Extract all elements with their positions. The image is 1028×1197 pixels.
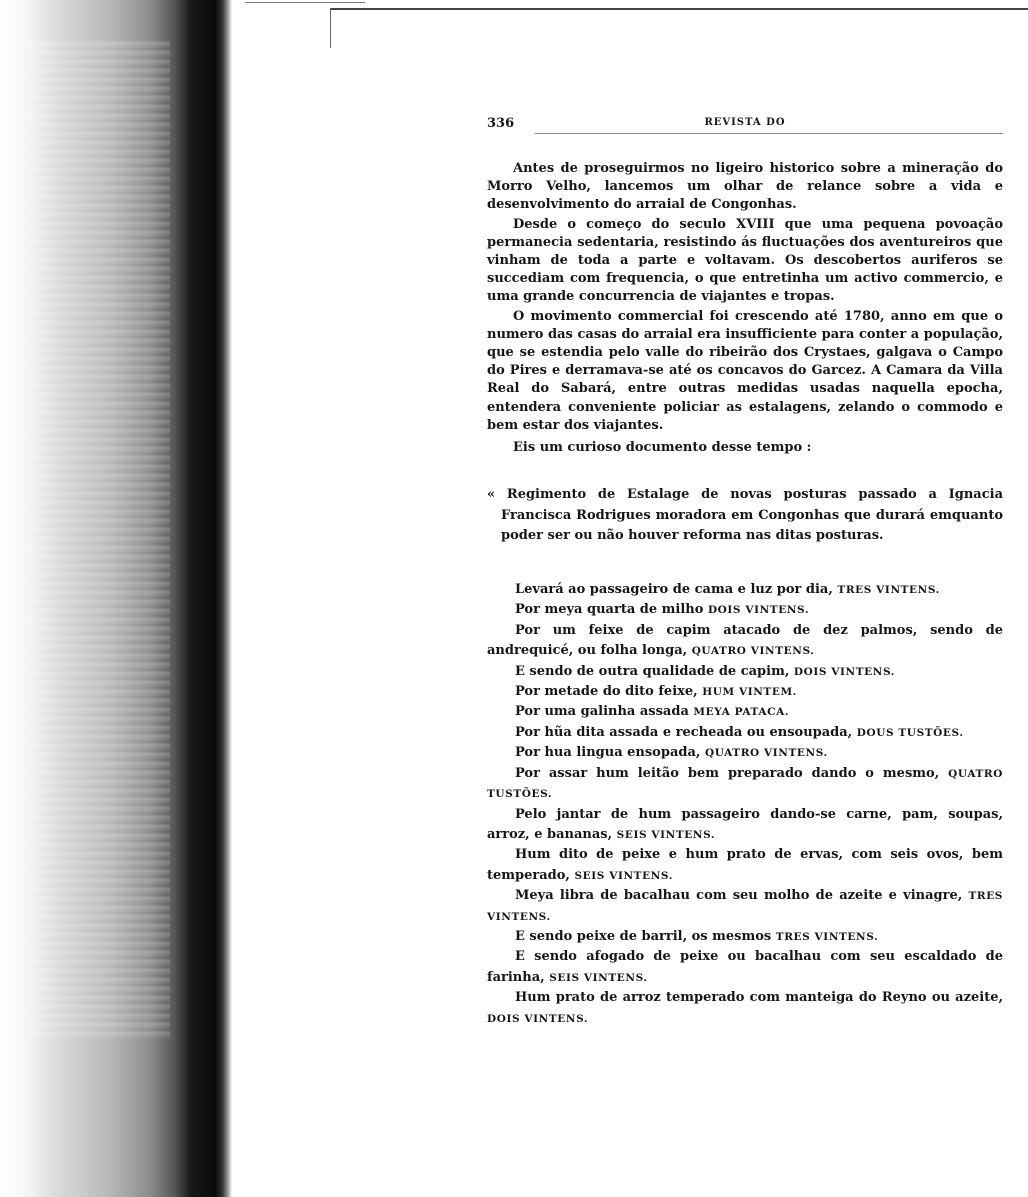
entry-price: DOIS VINTENS. [793,665,896,678]
price-entry [487,927,1003,947]
entry-price: TRES VINTENS. [775,930,879,943]
paragraph: Eis um curioso documento desse tempo : [513,440,812,456]
entry-text: Por metade do dito feixe, [515,684,698,700]
entry-text: Por uma galinha assada [515,704,689,720]
book-page [487,116,1003,1029]
entry-text: Levará ao passageiro de cama e luz por dia, [515,582,833,598]
entry-text: Por um feixe de capim atacado de dez palmos, sendo de andrequicé, ou folha longa, [487,622,1003,659]
paragraph: Antes de proseguirmos no ligeiro historico sobre a mineração do Morro Velho, lancemos um olhar de relance sobre a vida e desenvolvimento do arraial de Congonhas. [487,161,1003,213]
entry-price: DOIS VINTENS. [707,604,810,617]
entry-price: DOIS VINTENS. [487,1012,589,1025]
price-entry [487,845,1003,886]
price-entry [487,662,1003,682]
top-border-rule [330,8,1028,10]
book-binding-shadow [0,0,232,1197]
scan-edge-line [245,2,365,3]
entry-text: E sendo peixe de barril, os mesmos [515,928,772,944]
entry-price: DOUS TUSTÕES. [856,726,964,739]
entry-text: Pelo jantar de hum passageiro dando-se carne, pam, soupas, arroz, e bananas, [487,806,1003,842]
running-head: REVISTA DO [704,117,786,128]
entry-price: QUATRO VINTENS. [704,747,828,760]
price-entry [487,947,1003,988]
entry-text: Hum prato de arroz temperado com manteiga do Reyno ou azeite, [515,990,1003,1006]
entry-text: Por meya quarta de milho [515,602,704,618]
entry-price: TRES VINTENS. [837,584,940,597]
body-text [487,160,1003,457]
entry-text: E sendo de outra qualidade de capim, [515,663,790,679]
price-entry [487,580,1003,600]
price-entry [487,805,1003,846]
price-entry [487,743,1003,763]
entry-price: MEYA PATACA. [693,706,790,719]
entry-price: HUM VINTEM. [702,686,797,699]
entry-price: QUATRO VINTENS. [691,645,815,658]
paragraph: O movimento commercial foi crescendo até 1780, anno em que o numero das casas do arraial era insufficiente para conter a população, que se estendia pelo valle do ribeirão dos Crystaes, galgava o Campo do Pires e derramava-se até os concavos do Garcez. A Camara da Villa Real do Sabará, entre outras medidas usadas naquella epocha, entendera conveniente policiar as estalagens, zelando o commodo e bem estar dos viajantes. [487,308,1003,433]
price-entry [487,886,1003,927]
entry-text: E sendo afogado de peixe ou bacalhau com seu escaldado de farinha, [487,949,1003,985]
page-header [487,116,1003,134]
price-entry [487,682,1003,702]
price-entry [487,702,1003,722]
price-list [487,580,1003,1029]
entry-text: Por hũa dita assada e recheada ou ensoupada, [515,724,853,740]
entry-price: SEIS VINTENS. [616,828,716,841]
price-entry [487,723,1003,743]
entry-text: Meya libra de bacalhau com seu molho de azeite e vinagre, [515,888,963,904]
paragraph: Desde o começo do seculo XVIII que uma pequena povoação permanecia sedentaria, resistindo ás fluctuações dos aventureiros que vinham de toda a parte e voltavam. Os descobertos auriferos se succediam com frequencia, o que entretinha um activo commercio, e uma grande concurrencia de viajantes e tropas. [487,216,1003,305]
entry-price: TRES VINTENS. [487,890,1003,923]
header-rule [535,133,1003,134]
entry-price: SEIS VINTENS. [549,971,648,984]
entry-text: Por hua lingua ensopada, [515,745,701,761]
price-entry [487,600,1003,620]
entry-text: Hum dito de peixe e hum prato de ervas, com seis ovos, bem temperado, [487,847,1003,883]
entry-text: Por assar hum leitão bem preparado dando o mesmo, [515,765,940,781]
entry-price: QUATRO TUSTÕES. [487,767,1003,801]
entry-price: SEIS VINTENS. [574,869,673,882]
price-entry [487,621,1003,662]
page-number: 336 [487,116,515,131]
price-entry [487,988,1003,1029]
page-edge-tick [330,8,331,48]
regimento-heading: « Regimento de Estalage de novas posturas passado a Ignacia Francisca Rodrigues moradora em Congonhas que durará emquanto poder ser ou não houver reforma nas ditas posturas. [487,487,1003,544]
price-entry [487,764,1003,805]
